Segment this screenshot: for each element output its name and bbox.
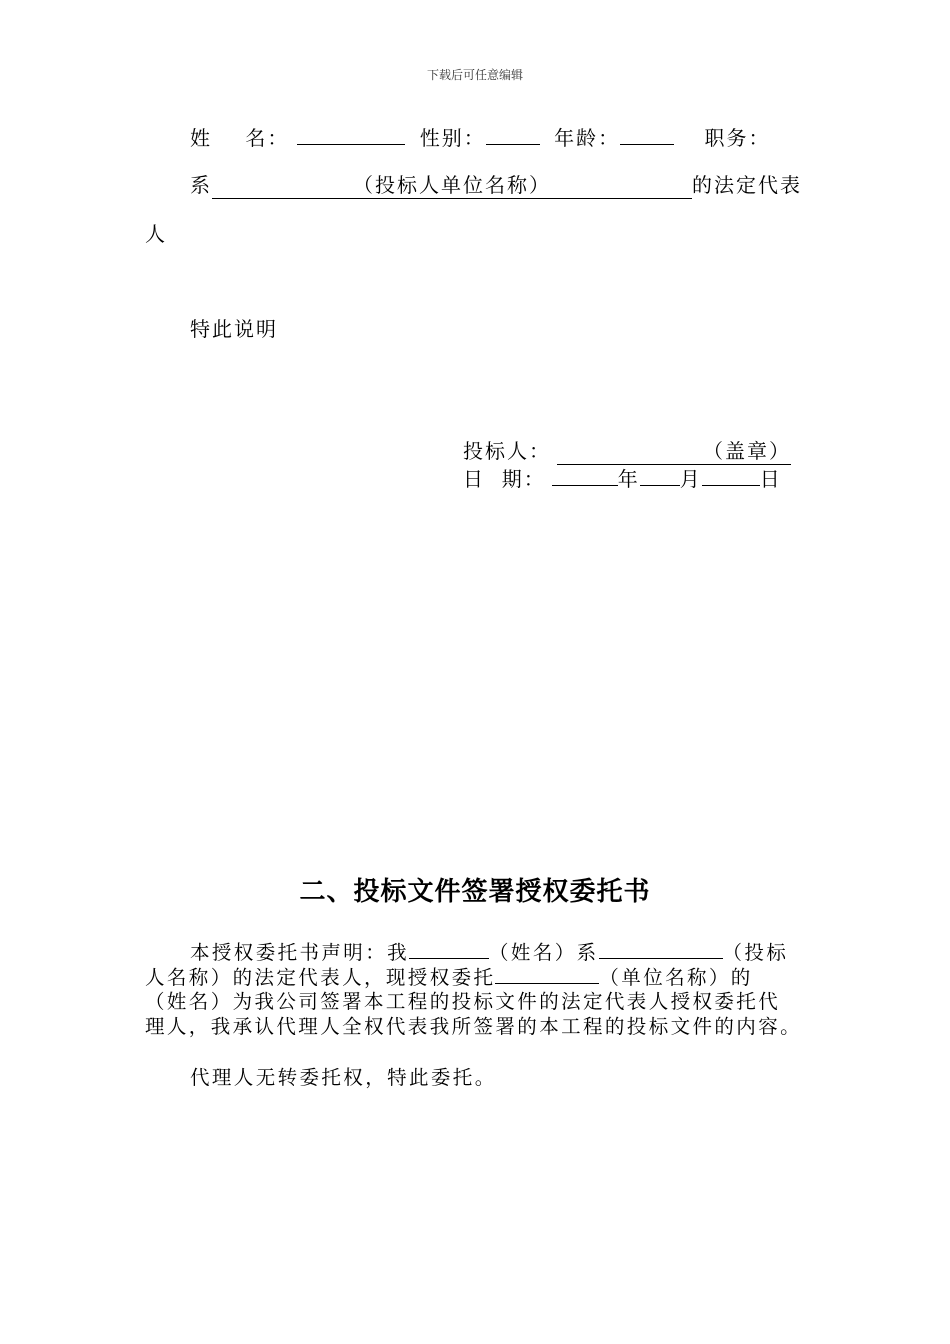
paragraph-line-3: （姓名）为我公司签署本工程的投标文件的法定代表人授权委托代 [145, 990, 781, 1013]
month-blank[interactable] [640, 465, 680, 486]
paragraph-2: 代理人无转委托权，特此委托。 [190, 1066, 497, 1089]
day-blank[interactable] [702, 465, 760, 486]
date-label: 日 期： [463, 467, 546, 491]
seal-text: （盖章） [703, 439, 791, 463]
legal-rep-wrap: 人 [145, 222, 167, 246]
p1-l2-b: （单位名称）的 [599, 966, 753, 989]
bidder-name-blank[interactable] [599, 938, 723, 959]
personal-info-line [190, 124, 771, 151]
age-label: 年龄： [554, 126, 621, 150]
agent-unit-blank[interactable] [495, 963, 599, 984]
statement-text: 特此说明 [190, 317, 278, 341]
legal-rep-suffix: 的法定代表 [692, 173, 802, 197]
name-label: 姓 名： [190, 126, 290, 150]
paragraph-line-4: 理人，我承认代理人全权代表我所签署的本工程的投标文件的内容。 [145, 1015, 803, 1038]
bidder-label: 投标人： [463, 439, 551, 463]
header-note: 下载后可任意编辑 [426, 68, 523, 82]
age-blank[interactable] [620, 124, 674, 145]
name-blank[interactable] [297, 124, 405, 145]
year-text: 年 [617, 467, 640, 491]
bidder-unit-blank[interactable] [212, 172, 692, 199]
day-text: 日 [759, 467, 782, 491]
p1-l1-c: （投标 [722, 941, 789, 964]
person-name-blank[interactable] [409, 938, 489, 959]
p1-l2-a: 人名称）的法定代表人，现授权委托 [145, 966, 496, 989]
belong-prefix: 系 [190, 173, 212, 197]
bidder-seal-blank[interactable] [557, 438, 791, 465]
bidder-unit-name: （投标人单位名称） [353, 173, 551, 197]
paragraph-line-1 [190, 938, 788, 965]
p1-l1-a: 本授权委托书声明：我 [190, 941, 410, 964]
position-label: 职务： [704, 126, 771, 150]
bidder-signature-line [463, 438, 791, 465]
section-title: 二、投标文件签署授权委托书 [299, 877, 651, 907]
month-text: 月 [679, 467, 702, 491]
date-line [463, 465, 782, 492]
gender-label: 性别： [419, 126, 486, 150]
affiliation-line [190, 172, 802, 199]
gender-blank[interactable] [486, 124, 540, 145]
year-blank[interactable] [552, 465, 618, 486]
p1-l1-b: （姓名）系 [489, 941, 599, 964]
paragraph-line-2 [145, 963, 753, 990]
